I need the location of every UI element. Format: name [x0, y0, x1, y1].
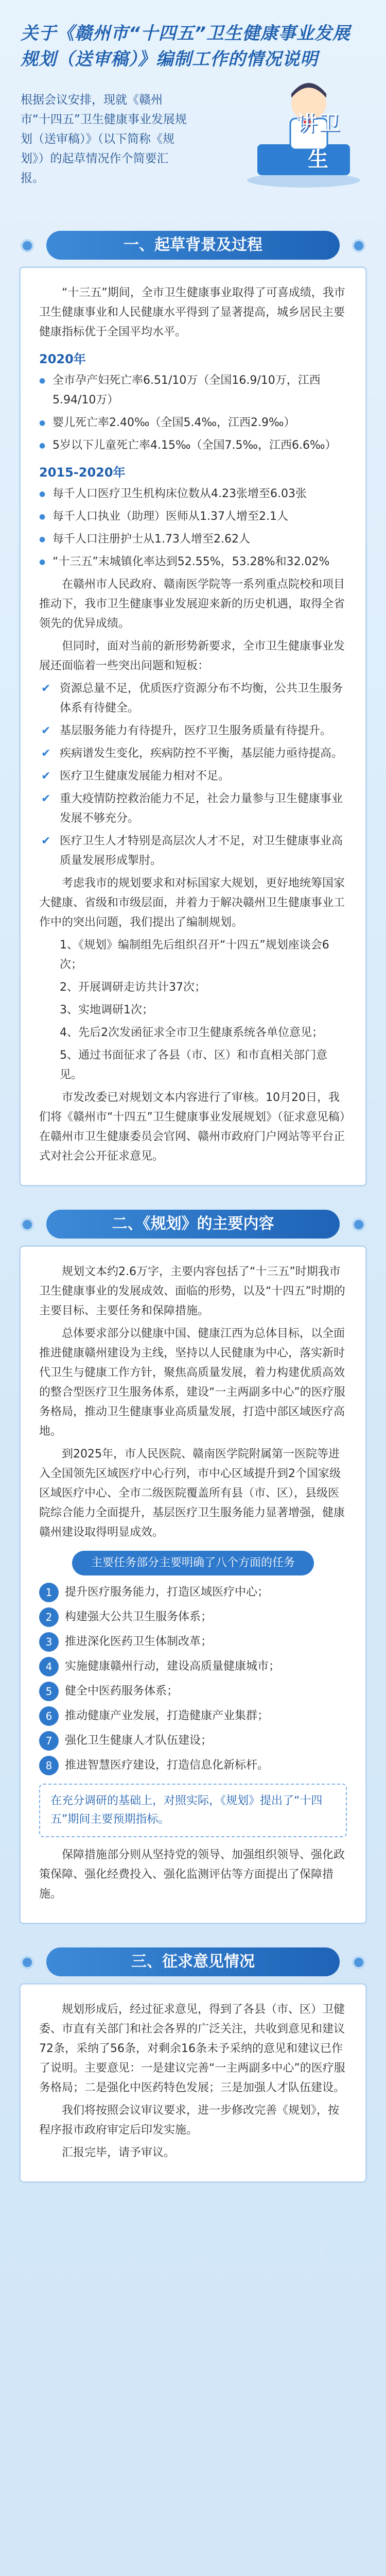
- task-text: 构建强大公共卫生服务体系；: [65, 1611, 213, 1623]
- task-item: [39, 1731, 347, 1751]
- step-item: 2、开展调研走访共计37次；: [60, 981, 206, 994]
- section3-end: 汇报完毕，请予审议。: [62, 2146, 176, 2159]
- section2-card: [21, 1247, 365, 1923]
- task-text: 推进智慧医疗建设，打造信息化新标杆。: [65, 1759, 269, 1772]
- task-text: 强化卫生健康人才队伍建设；: [65, 1734, 213, 1747]
- task-number-icon: 3: [39, 1632, 59, 1652]
- hero-badge: 讲卫生: [296, 112, 342, 172]
- indicator-callout: 在充分调研的基础上，对照实际，《规划》提出了“十四五”期间主要预期指标。: [39, 1784, 347, 1837]
- task-text: 提升医疗服务能力，打造区域医疗中心；: [65, 1586, 269, 1599]
- tasks-pill: 主要任务部分主要明确了八个方面的任务: [72, 1551, 314, 1575]
- issue-item: ✔ 重大疫情防控救治能力不足，社会力量参与卫生健康事业发展不够充分。: [39, 789, 347, 828]
- section1-card: [21, 268, 365, 1185]
- section3-header: [0, 1938, 386, 1985]
- section2-p3: 到2025年，市人民医院、赣南医学院附属第一医院等进入全国领先区域医疗中心行列，市中心区域提升到2个国家级区域医疗中心、全市二级医院覆盖所有县（市、区），县级医院综合能力全面提升，基层医疗卫生服务能力显著增强，健康赣州建设取得明显成效。: [39, 1448, 345, 1539]
- year-heading-2015-2020: 2015-2020年: [39, 465, 126, 480]
- step-item: 1、《规划》编制组先后组织召开“十四五”规划座谈会6次；: [60, 939, 329, 971]
- task-number-icon: 8: [39, 1756, 59, 1775]
- hero-body: 根据会议安排，现就《赣州市“十四五”卫生健康事业发展规划（送审稿）》（以下简称《规划》）的起草情况作个简要汇报。: [21, 93, 187, 185]
- list-item: ● 每千人口注册护士从1.73人增至2.62人: [39, 530, 347, 549]
- section1-para5: 市发改委已对规划文本内容进行了审核。10月20日，我们将《赣州市“十四五”卫生健康事业发展规划》（征求意见稿）在赣州市卫生健康委员会官网、赣州市政府门户网站等平台正式对社会公开征求意见。: [39, 1091, 345, 1163]
- section1-title: 一、起草背景及过程: [46, 231, 340, 260]
- header-dot-icon: [21, 1956, 34, 1969]
- task-item: [39, 1682, 347, 1701]
- section3-p2: 我们将按照会议审议要求，进一步修改完善《规划》，按程序报市政府审定后印发实施。: [39, 2104, 340, 2137]
- header-dot-icon: [352, 1956, 365, 1969]
- task-item: [39, 1583, 347, 1602]
- year-heading-2020: 2020年: [39, 352, 86, 366]
- section2-title: 二、《规划》的主要内容: [46, 1210, 340, 1239]
- task-number-icon: 5: [39, 1682, 59, 1701]
- list-item: ● 5岁以下儿童死亡率4.15‰（全国7.5‰，江西6.6‰）: [39, 436, 347, 455]
- hero-title: 关于《赣州市“十四五”卫生健康事业发展规划（送审稿）》编制工作的情况说明: [21, 23, 350, 70]
- step-item: 5、通过书面征求了各县（市、区）和市直相关部门意见。: [60, 1049, 327, 1081]
- section2-header: [0, 1200, 386, 1247]
- issue-item: ✔ 基层服务能力有待提升，医疗卫生服务质量有待提升。: [39, 721, 347, 741]
- task-text: 推动健康产业发展，打造健康产业集群；: [65, 1709, 269, 1722]
- header-dot-icon: [352, 239, 365, 252]
- header-dot-icon: [352, 1218, 365, 1231]
- task-text: 健全中医药服务体系；: [65, 1685, 179, 1698]
- step-item: 3、实地调研1次；: [60, 1004, 153, 1016]
- section3-title: 三、征求意见情况: [46, 1947, 340, 1976]
- task-item: [39, 1607, 347, 1627]
- step-item: 4、先后2次发函征求全市卫生健康系统各单位意见；: [60, 1026, 323, 1039]
- list-item: ● 每千人口医疗卫生机构床位数从4.23张增至6.03张: [39, 484, 347, 504]
- issue-item: ✔ 疾病谱发生变化，疾病防控不平衡，基层能力亟待提高。: [39, 744, 347, 764]
- section1-header: [0, 222, 386, 268]
- header-dot-icon: [21, 239, 34, 252]
- task-text: 实施健康赣州行动，建设高质量健康城市；: [65, 1660, 280, 1673]
- task-number-icon: 2: [39, 1607, 59, 1627]
- list-item: ● 婴儿死亡率2.40‰（全国5.4‰，江西2.9‰）: [39, 413, 347, 433]
- section1-para3: 但同时，面对当前的新形势新要求，全市卫生健康事业发展还面临着一些突出问题和短板：: [39, 640, 345, 672]
- issue-item: ✔ 医疗卫生健康发展能力相对不足。: [39, 767, 347, 786]
- section1-para4: 考虑我市的规划要求和对标国家大规划，更好地统筹国家大健康、省级和市级层面，并着力于解决赣州卫生健康事业工作中的突出问题，我们提出了编制规划。: [39, 877, 345, 929]
- section2-p4: 保障措施部分则从坚持党的领导、加强组织领导、强化政策保障、强化经费投入、强化监测评估等方面提出了保障措施。: [39, 1849, 345, 1901]
- section2-p2: 总体要求部分以健康中国、健康江西为总体目标，以全面推进健康赣州建设为主线，坚持以人民健康为中心，落实新时代卫生与健康工作方针，聚焦高质量发展，着力构建优质高效的整合型医疗卫生服务体系，建设“一主两副多中心”的医疗服务格局，推动卫生健康事业高质量发展，打造中部区域医疗高地。: [39, 1327, 345, 1438]
- list-item: ● 全市孕产妇死亡率6.51/10万（全国16.9/10万，江西5.94/10万）: [39, 371, 347, 410]
- section3-p1: 规划形成后，经过征求意见，得到了各县（市、区）卫健委、市直有关部门和社会各界的广泛关注，共收到意见和建议72条，采纳了56条，对剩余16条未予采纳的意见和建议已作了说明。主要意见：一是建议完善“一主两副多中心”的医疗服务格局；二是强化中医药特色发展；三是加强人才队伍建设。: [39, 2003, 345, 2094]
- task-number-icon: 4: [39, 1657, 59, 1676]
- task-number-icon: 7: [39, 1731, 59, 1751]
- issue-item: ✔ 医疗卫生人才特别是高层次人才不足，对卫生健康事业高质量发展形成掣肘。: [39, 832, 347, 871]
- issue-item: ✔ 资源总量不足，优质医疗资源分布不均衡，公共卫生服务体系有待健全。: [39, 679, 347, 718]
- section1-intro: “十三五”期间，全市卫生健康事业取得了可喜成绩，我市卫生健康事业和人民健康水平得到了显著提高，城乡居民主要健康指标优于全国平均水平。: [39, 286, 345, 338]
- task-text: 推进深化医药卫生体制改革；: [65, 1635, 213, 1648]
- section2-p1: 规划文本约2.6万字，主要内容包括了“十三五”时期我市卫生健康事业的发展成效、面临的形势，以及“十四五”时期的主要目标、主要任务和保障措施。: [39, 1265, 345, 1317]
- header-dot-icon: [21, 1218, 34, 1231]
- task-item: [39, 1632, 347, 1652]
- section3-card: [21, 1985, 365, 2181]
- list-item: ● 每千人口执业（助理）医师从1.37人增至2.1人: [39, 507, 347, 527]
- task-number-icon: 6: [39, 1706, 59, 1726]
- task-item: [39, 1706, 347, 1726]
- task-item: [39, 1657, 347, 1676]
- list-item: ● “十三五”末城镇化率达到52.55%，53.28%和32.02%: [39, 552, 347, 572]
- hero: [0, 0, 386, 216]
- task-item: [39, 1756, 347, 1775]
- section1-para2: 在赣州市人民政府、赣南医学院等一系列重点院校和项目推动下，我市卫生健康事业发展迎来新的历史机遇，取得全省领先的优异成绩。: [39, 578, 345, 630]
- task-number-icon: 1: [39, 1583, 59, 1602]
